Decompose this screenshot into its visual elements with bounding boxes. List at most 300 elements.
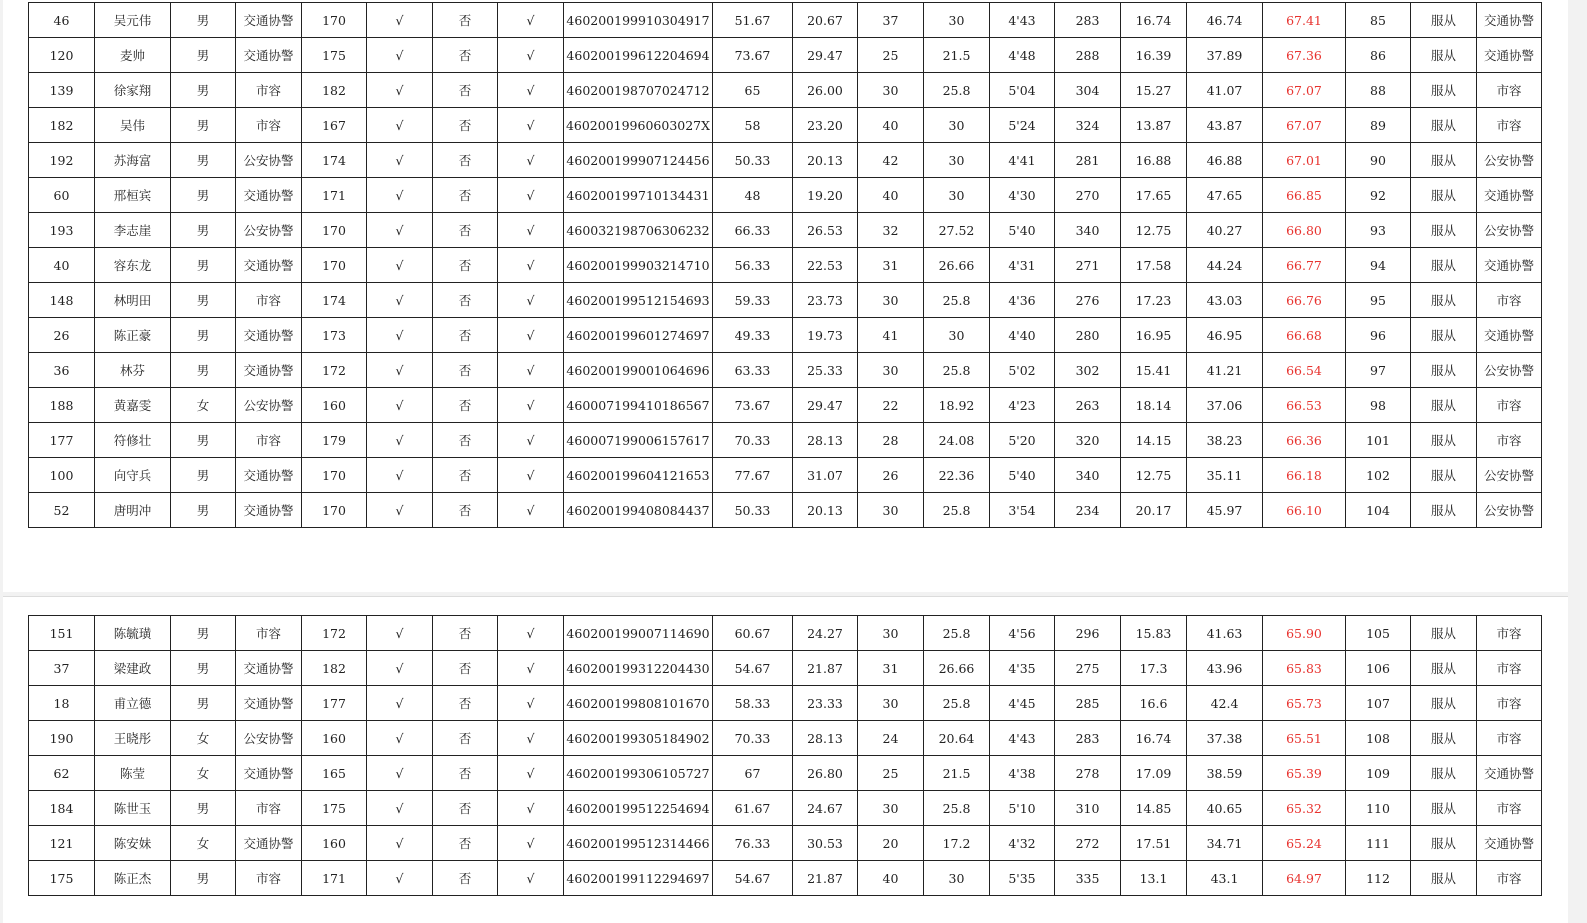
pushups-cell: 42: [858, 143, 924, 178]
run-time-cell: 4'45: [990, 686, 1055, 721]
run-seconds-cell: 276: [1055, 283, 1121, 318]
written-score-cell: 61.67: [713, 791, 793, 826]
physical-total-cell: 41.63: [1187, 616, 1263, 651]
rank-cell: 86: [1346, 38, 1411, 73]
id-number-cell: 460007199006157617: [564, 423, 713, 458]
height-cell: 175: [302, 791, 367, 826]
post-cell: 交通协警: [236, 318, 302, 353]
run-time-cell: 4'41: [990, 143, 1055, 178]
obey-adjustment-cell: 服从: [1411, 756, 1477, 791]
pushups-cell: 28: [858, 423, 924, 458]
pushups-cell: 20: [858, 826, 924, 861]
name-cell: 向守兵: [95, 458, 171, 493]
pushups-weighted-cell: 25.8: [924, 493, 990, 528]
run-seconds-cell: 285: [1055, 686, 1121, 721]
assigned-post-cell: 公安协警: [1477, 143, 1542, 178]
id-cell: 52: [29, 493, 95, 528]
written-weighted-cell: 29.47: [793, 388, 858, 423]
table-row: [29, 213, 1542, 248]
height-cell: 167: [302, 108, 367, 143]
run-weighted-cell: 16.95: [1121, 318, 1187, 353]
pushups-cell: 22: [858, 388, 924, 423]
height-cell: 165: [302, 756, 367, 791]
run-weighted-cell: 20.17: [1121, 493, 1187, 528]
check-cell-2: √: [498, 861, 564, 896]
no-cell: 否: [433, 283, 498, 318]
pushups-cell: 32: [858, 213, 924, 248]
rank-cell: 88: [1346, 73, 1411, 108]
check-cell-2: √: [498, 616, 564, 651]
check-cell-1: √: [367, 493, 433, 528]
gender-cell: 男: [171, 686, 236, 721]
pushups-weighted-cell: 30: [924, 108, 990, 143]
id-number-cell: 460200199808101670: [564, 686, 713, 721]
id-cell: 100: [29, 458, 95, 493]
pushups-cell: 24: [858, 721, 924, 756]
rank-cell: 97: [1346, 353, 1411, 388]
no-cell: 否: [433, 721, 498, 756]
pushups-cell: 31: [858, 651, 924, 686]
name-cell: 李志崖: [95, 213, 171, 248]
no-cell: 否: [433, 651, 498, 686]
assigned-post-cell: 公安协警: [1477, 458, 1542, 493]
name-cell: 吴伟: [95, 108, 171, 143]
check-cell-2: √: [498, 73, 564, 108]
no-cell: 否: [433, 791, 498, 826]
run-seconds-cell: 320: [1055, 423, 1121, 458]
written-weighted-cell: 25.33: [793, 353, 858, 388]
post-cell: 交通协警: [236, 756, 302, 791]
total-score-cell: 65.51: [1263, 721, 1346, 756]
total-score-cell: 65.39: [1263, 756, 1346, 791]
name-cell: 邢桓宾: [95, 178, 171, 213]
assigned-post-cell: 市容: [1477, 108, 1542, 143]
height-cell: 160: [302, 721, 367, 756]
post-cell: 市容: [236, 73, 302, 108]
written-score-cell: 60.67: [713, 616, 793, 651]
id-number-cell: 460200199408084437: [564, 493, 713, 528]
ranking-table-page-2: [28, 615, 1542, 896]
run-time-cell: 4'48: [990, 38, 1055, 73]
run-time-cell: 5'35: [990, 861, 1055, 896]
total-score-cell: 67.36: [1263, 38, 1346, 73]
check-cell-1: √: [367, 73, 433, 108]
obey-adjustment-cell: 服从: [1411, 73, 1477, 108]
gender-cell: 男: [171, 73, 236, 108]
pushups-weighted-cell: 30: [924, 861, 990, 896]
check-cell-2: √: [498, 388, 564, 423]
obey-adjustment-cell: 服从: [1411, 353, 1477, 388]
table-row: [29, 791, 1542, 826]
table-row: [29, 38, 1542, 73]
physical-total-cell: 46.88: [1187, 143, 1263, 178]
written-score-cell: 48: [713, 178, 793, 213]
total-score-cell: 66.54: [1263, 353, 1346, 388]
run-seconds-cell: 281: [1055, 143, 1121, 178]
total-score-cell: 67.07: [1263, 73, 1346, 108]
rank-cell: 108: [1346, 721, 1411, 756]
pushups-cell: 40: [858, 861, 924, 896]
id-cell: 139: [29, 73, 95, 108]
no-cell: 否: [433, 686, 498, 721]
assigned-post-cell: 市容: [1477, 73, 1542, 108]
name-cell: 陈毓璜: [95, 616, 171, 651]
assigned-post-cell: 交通协警: [1477, 3, 1542, 38]
pushups-weighted-cell: 24.08: [924, 423, 990, 458]
check-cell-1: √: [367, 353, 433, 388]
pushups-weighted-cell: 22.36: [924, 458, 990, 493]
physical-total-cell: 42.4: [1187, 686, 1263, 721]
id-cell: 40: [29, 248, 95, 283]
check-cell-2: √: [498, 826, 564, 861]
no-cell: 否: [433, 458, 498, 493]
id-number-cell: 460200199305184902: [564, 721, 713, 756]
run-seconds-cell: 263: [1055, 388, 1121, 423]
pushups-weighted-cell: 25.8: [924, 353, 990, 388]
rank-cell: 95: [1346, 283, 1411, 318]
id-cell: 193: [29, 213, 95, 248]
assigned-post-cell: 交通协警: [1477, 248, 1542, 283]
check-cell-1: √: [367, 423, 433, 458]
run-time-cell: 4'38: [990, 756, 1055, 791]
rank-cell: 109: [1346, 756, 1411, 791]
check-cell-2: √: [498, 423, 564, 458]
check-cell-2: √: [498, 353, 564, 388]
id-number-cell: 460200199907124456: [564, 143, 713, 178]
rank-cell: 111: [1346, 826, 1411, 861]
post-cell: 交通协警: [236, 826, 302, 861]
gender-cell: 男: [171, 143, 236, 178]
id-number-cell: 460200199001064696: [564, 353, 713, 388]
id-cell: 177: [29, 423, 95, 458]
physical-total-cell: 43.03: [1187, 283, 1263, 318]
obey-adjustment-cell: 服从: [1411, 826, 1477, 861]
id-number-cell: 460007199410186567: [564, 388, 713, 423]
run-time-cell: 4'32: [990, 826, 1055, 861]
no-cell: 否: [433, 861, 498, 896]
check-cell-2: √: [498, 651, 564, 686]
run-seconds-cell: 335: [1055, 861, 1121, 896]
written-weighted-cell: 28.13: [793, 721, 858, 756]
total-score-cell: 66.85: [1263, 178, 1346, 213]
post-cell: 交通协警: [236, 493, 302, 528]
physical-total-cell: 41.21: [1187, 353, 1263, 388]
pushups-cell: 40: [858, 108, 924, 143]
written-weighted-cell: 31.07: [793, 458, 858, 493]
run-seconds-cell: 280: [1055, 318, 1121, 353]
total-score-cell: 64.97: [1263, 861, 1346, 896]
physical-total-cell: 43.1: [1187, 861, 1263, 896]
name-cell: 甫立德: [95, 686, 171, 721]
physical-total-cell: 43.87: [1187, 108, 1263, 143]
no-cell: 否: [433, 756, 498, 791]
written-weighted-cell: 26.80: [793, 756, 858, 791]
written-weighted-cell: 20.13: [793, 143, 858, 178]
run-weighted-cell: 15.27: [1121, 73, 1187, 108]
written-score-cell: 70.33: [713, 423, 793, 458]
physical-total-cell: 41.07: [1187, 73, 1263, 108]
gender-cell: 女: [171, 826, 236, 861]
check-cell-2: √: [498, 493, 564, 528]
table-row: [29, 651, 1542, 686]
name-cell: 苏海富: [95, 143, 171, 178]
obey-adjustment-cell: 服从: [1411, 213, 1477, 248]
height-cell: 171: [302, 861, 367, 896]
name-cell: 陈正杰: [95, 861, 171, 896]
run-seconds-cell: 270: [1055, 178, 1121, 213]
name-cell: 唐明冲: [95, 493, 171, 528]
pushups-weighted-cell: 30: [924, 178, 990, 213]
check-cell-1: √: [367, 458, 433, 493]
check-cell-2: √: [498, 721, 564, 756]
post-cell: 交通协警: [236, 178, 302, 213]
rank-cell: 110: [1346, 791, 1411, 826]
no-cell: 否: [433, 3, 498, 38]
height-cell: 172: [302, 616, 367, 651]
height-cell: 182: [302, 73, 367, 108]
height-cell: 175: [302, 38, 367, 73]
table-row: [29, 756, 1542, 791]
total-score-cell: 66.10: [1263, 493, 1346, 528]
table-row: [29, 861, 1542, 896]
run-weighted-cell: 15.83: [1121, 616, 1187, 651]
check-cell-1: √: [367, 791, 433, 826]
pushups-weighted-cell: 18.92: [924, 388, 990, 423]
run-time-cell: 4'43: [990, 3, 1055, 38]
total-score-cell: 67.07: [1263, 108, 1346, 143]
post-cell: 交通协警: [236, 651, 302, 686]
run-weighted-cell: 13.1: [1121, 861, 1187, 896]
physical-total-cell: 40.27: [1187, 213, 1263, 248]
no-cell: 否: [433, 248, 498, 283]
post-cell: 交通协警: [236, 353, 302, 388]
written-weighted-cell: 29.47: [793, 38, 858, 73]
written-score-cell: 76.33: [713, 826, 793, 861]
id-cell: 36: [29, 353, 95, 388]
written-score-cell: 58.33: [713, 686, 793, 721]
run-time-cell: 4'36: [990, 283, 1055, 318]
run-time-cell: 5'40: [990, 458, 1055, 493]
physical-total-cell: 37.38: [1187, 721, 1263, 756]
run-time-cell: 4'35: [990, 651, 1055, 686]
height-cell: 172: [302, 353, 367, 388]
check-cell-1: √: [367, 213, 433, 248]
check-cell-1: √: [367, 388, 433, 423]
id-number-cell: 460200199601274697: [564, 318, 713, 353]
post-cell: 市容: [236, 283, 302, 318]
obey-adjustment-cell: 服从: [1411, 248, 1477, 283]
id-number-cell: 46020019960603027X: [564, 108, 713, 143]
assigned-post-cell: 交通协警: [1477, 756, 1542, 791]
total-score-cell: 66.68: [1263, 318, 1346, 353]
no-cell: 否: [433, 213, 498, 248]
check-cell-2: √: [498, 756, 564, 791]
obey-adjustment-cell: 服从: [1411, 651, 1477, 686]
id-number-cell: 460200199306105727: [564, 756, 713, 791]
rank-cell: 104: [1346, 493, 1411, 528]
obey-adjustment-cell: 服从: [1411, 108, 1477, 143]
written-weighted-cell: 24.27: [793, 616, 858, 651]
pushups-weighted-cell: 17.2: [924, 826, 990, 861]
assigned-post-cell: 公安协警: [1477, 493, 1542, 528]
run-time-cell: 3'54: [990, 493, 1055, 528]
obey-adjustment-cell: 服从: [1411, 318, 1477, 353]
obey-adjustment-cell: 服从: [1411, 423, 1477, 458]
assigned-post-cell: 市容: [1477, 686, 1542, 721]
gender-cell: 男: [171, 458, 236, 493]
gender-cell: 男: [171, 3, 236, 38]
table-row: [29, 686, 1542, 721]
written-score-cell: 73.67: [713, 38, 793, 73]
check-cell-2: √: [498, 108, 564, 143]
document-page-2: [3, 596, 1568, 923]
pushups-weighted-cell: 25.8: [924, 791, 990, 826]
no-cell: 否: [433, 318, 498, 353]
run-time-cell: 4'56: [990, 616, 1055, 651]
rank-cell: 106: [1346, 651, 1411, 686]
pushups-weighted-cell: 25.8: [924, 616, 990, 651]
post-cell: 交通协警: [236, 458, 302, 493]
pushups-cell: 31: [858, 248, 924, 283]
run-weighted-cell: 17.09: [1121, 756, 1187, 791]
post-cell: 市容: [236, 861, 302, 896]
check-cell-1: √: [367, 826, 433, 861]
run-weighted-cell: 17.51: [1121, 826, 1187, 861]
name-cell: 吴元伟: [95, 3, 171, 38]
written-weighted-cell: 19.73: [793, 318, 858, 353]
height-cell: 182: [302, 651, 367, 686]
rank-cell: 90: [1346, 143, 1411, 178]
pushups-weighted-cell: 30: [924, 143, 990, 178]
run-weighted-cell: 16.74: [1121, 3, 1187, 38]
post-cell: 公安协警: [236, 721, 302, 756]
run-time-cell: 5'20: [990, 423, 1055, 458]
table-row: [29, 178, 1542, 213]
run-seconds-cell: 288: [1055, 38, 1121, 73]
pushups-weighted-cell: 21.5: [924, 756, 990, 791]
pushups-cell: 30: [858, 73, 924, 108]
run-weighted-cell: 12.75: [1121, 213, 1187, 248]
gender-cell: 女: [171, 756, 236, 791]
pushups-weighted-cell: 26.66: [924, 651, 990, 686]
table-row: [29, 108, 1542, 143]
run-weighted-cell: 16.39: [1121, 38, 1187, 73]
assigned-post-cell: 市容: [1477, 616, 1542, 651]
post-cell: 交通协警: [236, 3, 302, 38]
run-seconds-cell: 302: [1055, 353, 1121, 388]
rank-cell: 102: [1346, 458, 1411, 493]
run-time-cell: 4'40: [990, 318, 1055, 353]
written-score-cell: 63.33: [713, 353, 793, 388]
obey-adjustment-cell: 服从: [1411, 143, 1477, 178]
run-seconds-cell: 296: [1055, 616, 1121, 651]
check-cell-2: √: [498, 318, 564, 353]
gender-cell: 男: [171, 651, 236, 686]
run-time-cell: 5'02: [990, 353, 1055, 388]
check-cell-1: √: [367, 651, 433, 686]
assigned-post-cell: 市容: [1477, 283, 1542, 318]
post-cell: 市容: [236, 423, 302, 458]
total-score-cell: 67.01: [1263, 143, 1346, 178]
id-number-cell: 460200199903214710: [564, 248, 713, 283]
run-weighted-cell: 17.65: [1121, 178, 1187, 213]
pushups-cell: 30: [858, 283, 924, 318]
id-number-cell: 460200199612204694: [564, 38, 713, 73]
id-number-cell: 460200199512254694: [564, 791, 713, 826]
gender-cell: 男: [171, 318, 236, 353]
written-score-cell: 50.33: [713, 493, 793, 528]
table-row: [29, 143, 1542, 178]
check-cell-1: √: [367, 108, 433, 143]
check-cell-2: √: [498, 213, 564, 248]
written-weighted-cell: 20.13: [793, 493, 858, 528]
gender-cell: 男: [171, 791, 236, 826]
id-cell: 60: [29, 178, 95, 213]
gender-cell: 女: [171, 388, 236, 423]
physical-total-cell: 43.96: [1187, 651, 1263, 686]
height-cell: 170: [302, 493, 367, 528]
id-number-cell: 460200199312204430: [564, 651, 713, 686]
gender-cell: 男: [171, 248, 236, 283]
name-cell: 容东龙: [95, 248, 171, 283]
pushups-cell: 41: [858, 318, 924, 353]
run-weighted-cell: 18.14: [1121, 388, 1187, 423]
run-time-cell: 4'43: [990, 721, 1055, 756]
pushups-weighted-cell: 25.8: [924, 686, 990, 721]
run-seconds-cell: 283: [1055, 3, 1121, 38]
table-row: [29, 283, 1542, 318]
check-cell-2: √: [498, 458, 564, 493]
no-cell: 否: [433, 38, 498, 73]
run-weighted-cell: 15.41: [1121, 353, 1187, 388]
rank-cell: 98: [1346, 388, 1411, 423]
written-score-cell: 67: [713, 756, 793, 791]
rank-cell: 105: [1346, 616, 1411, 651]
check-cell-1: √: [367, 318, 433, 353]
physical-total-cell: 37.89: [1187, 38, 1263, 73]
no-cell: 否: [433, 493, 498, 528]
written-score-cell: 56.33: [713, 248, 793, 283]
id-cell: 37: [29, 651, 95, 686]
run-weighted-cell: 16.74: [1121, 721, 1187, 756]
name-cell: 麦帅: [95, 38, 171, 73]
no-cell: 否: [433, 616, 498, 651]
table-row: [29, 721, 1542, 756]
id-cell: 151: [29, 616, 95, 651]
height-cell: 174: [302, 283, 367, 318]
height-cell: 170: [302, 213, 367, 248]
id-number-cell: 460200198707024712: [564, 73, 713, 108]
height-cell: 170: [302, 248, 367, 283]
run-weighted-cell: 17.23: [1121, 283, 1187, 318]
written-weighted-cell: 30.53: [793, 826, 858, 861]
post-cell: 公安协警: [236, 143, 302, 178]
check-cell-1: √: [367, 283, 433, 318]
written-weighted-cell: 19.20: [793, 178, 858, 213]
written-score-cell: 65: [713, 73, 793, 108]
id-number-cell: 460200199910304917: [564, 3, 713, 38]
physical-total-cell: 37.06: [1187, 388, 1263, 423]
check-cell-2: √: [498, 248, 564, 283]
physical-total-cell: 45.97: [1187, 493, 1263, 528]
rank-cell: 85: [1346, 3, 1411, 38]
obey-adjustment-cell: 服从: [1411, 616, 1477, 651]
table-row: [29, 458, 1542, 493]
written-weighted-cell: 21.87: [793, 651, 858, 686]
check-cell-2: √: [498, 178, 564, 213]
run-seconds-cell: 340: [1055, 458, 1121, 493]
physical-total-cell: 34.71: [1187, 826, 1263, 861]
